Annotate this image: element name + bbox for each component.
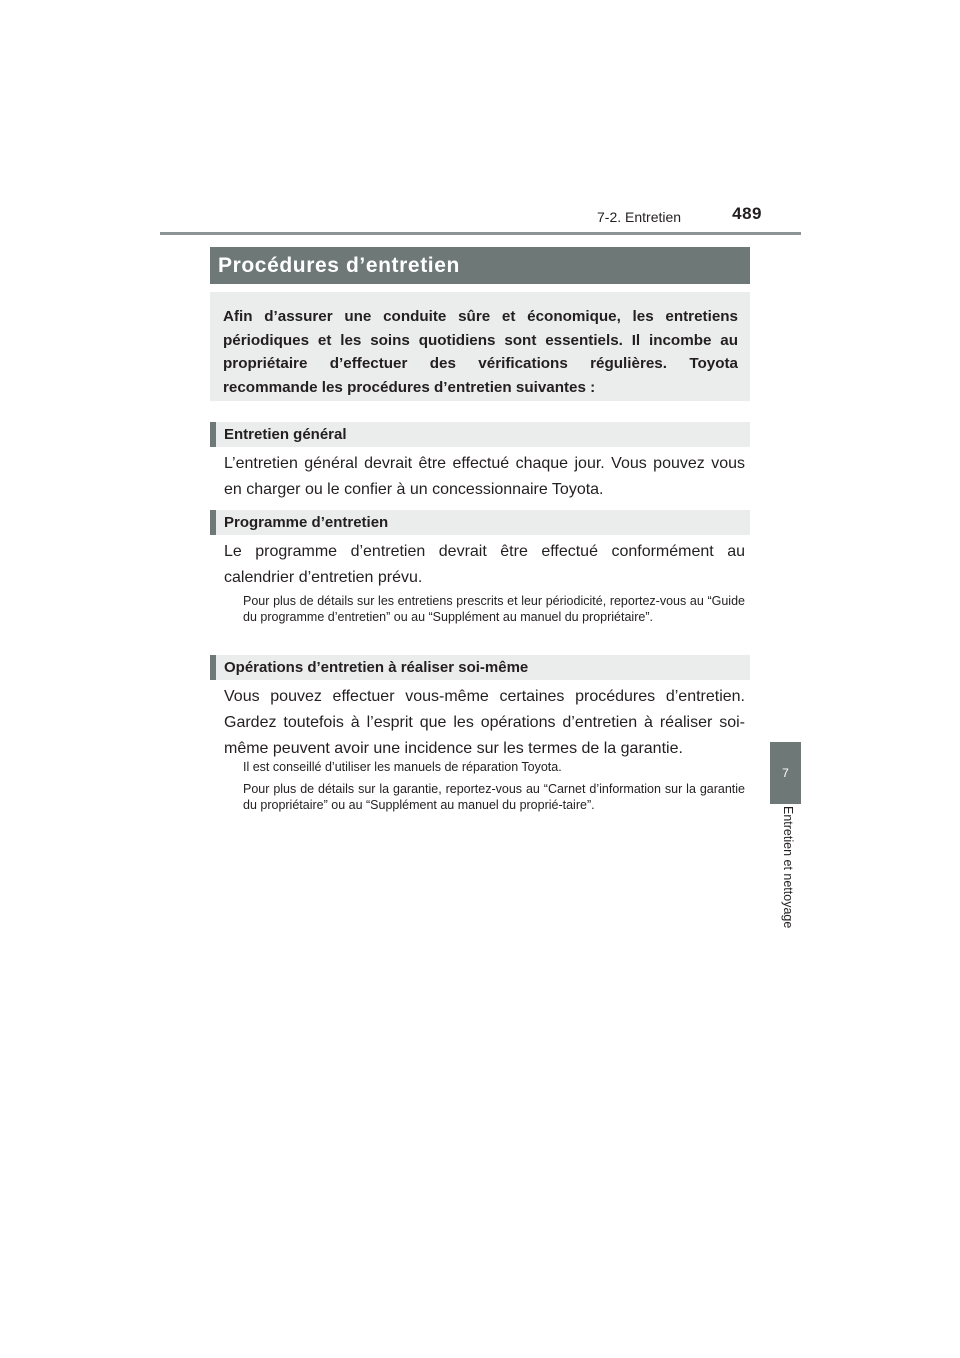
page-title: Procédures d’entretien	[218, 253, 460, 277]
section-body-general: L’entretien général devrait être effectué chaque jour. Vous pouvez vous en charger ou le confier à un concessionnaire Toyota.	[224, 455, 745, 498]
header-divider	[160, 232, 801, 235]
section-note-diy-1: Il est conseillé d’utiliser les manuels de réparation Toyota.	[243, 760, 562, 774]
section-reference: 7-2. Entretien	[597, 209, 682, 225]
page-number: 489	[732, 204, 762, 223]
section-note-programme: Pour plus de détails sur les entretiens prescrits et leur périodicité, reportez-vous au “Guide du programme d’entretien” ou au “Supplément au manuel du propriétaire”.	[243, 594, 745, 624]
intro-text: Afin d’assurer une conduite sûre et économique, les entretiens périodiques et les soins quotidiens sont essentiels. Il incombe au propriétaire d’effectuer des vérifications régulières. Toyota recommande les procédures d’entretien suivantes :	[223, 308, 738, 396]
chapter-label: Entretien et nettoyage	[781, 806, 795, 929]
intro-box	[210, 292, 750, 401]
section-heading-diy: Opérations d’entretien à réaliser soi-même	[210, 655, 750, 680]
section-body-programme: Le programme d’entretien devrait être effectué conformément au calendrier d’entretien prévu.	[224, 543, 745, 586]
section-note-diy-2: Pour plus de détails sur la garantie, reportez-vous au “Carnet d’information sur la garantie du propriétaire” ou au “Supplément au manuel du proprié-taire”.	[243, 782, 745, 812]
section-heading-programme: Programme d’entretien	[210, 510, 750, 535]
section-heading-general: Entretien général	[210, 422, 750, 447]
chapter-tab: 7	[770, 742, 801, 804]
page-title-bar	[210, 247, 750, 284]
section-body-diy: Vous pouvez effectuer vous-même certaines procédures d’entretien. Gardez toutefois à l’esprit que les opérations d’entretien à réaliser soi-même peuvent avoir une incidence sur les termes de la garantie.	[224, 688, 745, 757]
